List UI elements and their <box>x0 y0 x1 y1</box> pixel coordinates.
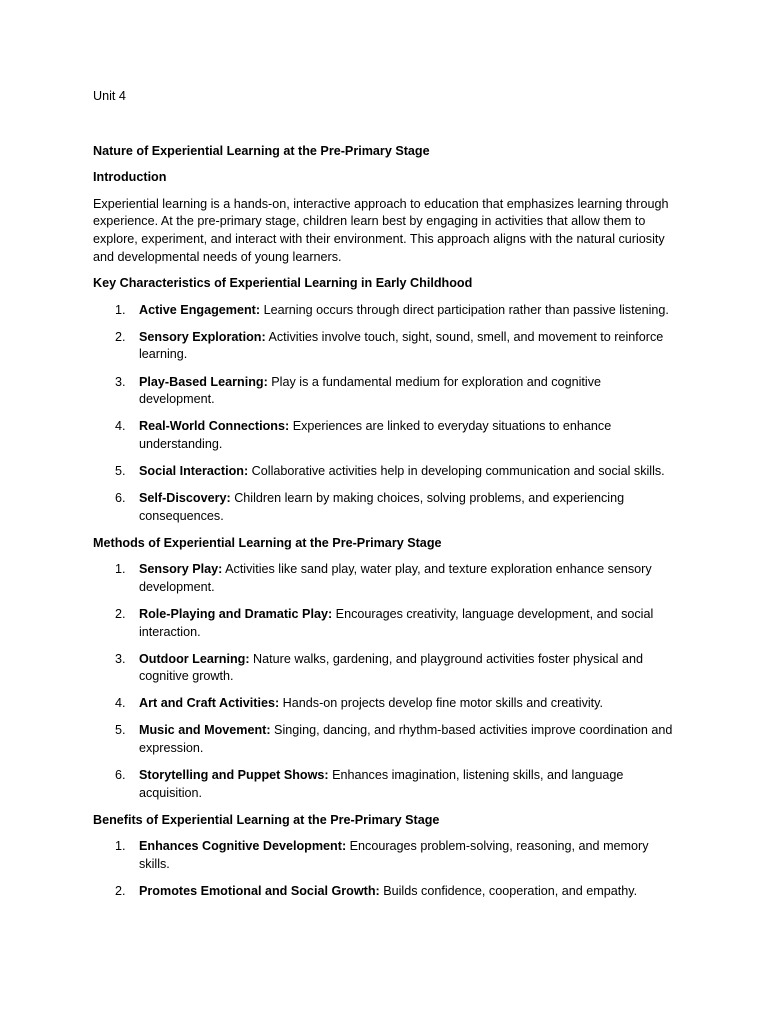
list-term: Enhances Cognitive Development: <box>139 839 347 854</box>
list-item <box>93 418 678 453</box>
list-text: Activities like sand play, water play, and texture exploration enhance sensory development. <box>139 562 652 594</box>
list-text: Learning occurs through direct participation rather than passive listening. <box>260 302 669 317</box>
list-number: 3. <box>115 651 126 666</box>
list-text: Children learn by making choices, solving problems, and experiencing consequences. <box>139 491 625 523</box>
list-text: Singing, dancing, and rhythm-based activities improve coordination and expression. <box>139 723 673 756</box>
list-item <box>93 651 678 686</box>
list-text: Enhances imagination, listening skills, and language acquisition. <box>139 768 624 800</box>
list-number: 2. <box>115 606 126 621</box>
numbered-list <box>93 561 678 802</box>
list-text: Encourages creativity, language development, and social interaction. <box>139 606 654 639</box>
list-term: Self-Discovery: <box>139 491 231 505</box>
intro-paragraph: Experiential learning is a hands-on, interactive approach to education that emphasizes learning through experience. At the pre-primary stage, children learn best by engaging in activities that allow them to explore, experiment, and interact with their environment. This approach aligns with the natural curiosity and developmental needs of young learners. <box>93 196 669 264</box>
numbered-list <box>93 838 678 900</box>
list-number: 6. <box>115 768 126 783</box>
list-item <box>93 490 678 525</box>
list-number: 4. <box>115 696 126 711</box>
list-item <box>93 302 678 320</box>
list-term: Music and Movement: <box>139 723 271 738</box>
list-term: Promotes Emotional and Social Growth: <box>139 884 380 899</box>
list-item <box>93 561 678 596</box>
list-term: Play-Based Learning: <box>139 374 268 389</box>
list-term: Sensory Exploration: <box>139 329 266 344</box>
list-text: Play is a fundamental medium for exploration and cognitive development. <box>139 374 601 407</box>
list-term: Role-Playing and Dramatic Play: <box>139 606 333 621</box>
list-text: Nature walks, gardening, and playground activities foster physical and cognitive growth. <box>139 651 643 684</box>
section-heading: Methods of Experiential Learning at the Pre-Primary Stage <box>93 535 442 550</box>
list-number: 1. <box>115 562 126 577</box>
list-term: Art and Craft Activities: <box>139 696 280 711</box>
list-item <box>93 329 678 364</box>
list-term: Active Engagement: <box>139 302 261 317</box>
list-number: 2. <box>115 329 126 344</box>
document-title: Nature of Experiential Learning at the Pre-Primary Stage <box>93 143 430 158</box>
unit-label: Unit 4 <box>93 89 126 103</box>
section-methods <box>93 535 678 803</box>
list-number: 6. <box>115 491 126 505</box>
list-number: 5. <box>115 463 126 478</box>
list-item <box>93 767 678 802</box>
list-item <box>93 374 678 409</box>
list-term: Storytelling and Puppet Shows: <box>139 768 329 783</box>
list-item <box>93 463 678 481</box>
list-text: Activities involve touch, sight, sound, smell, and movement to reinforce learning. <box>139 329 664 362</box>
list-item <box>93 883 678 901</box>
intro-heading: Introduction <box>93 170 167 185</box>
list-text: Experiences are linked to everyday situations to enhance understanding. <box>139 419 612 451</box>
list-number: 1. <box>115 302 126 317</box>
section-benefits <box>93 812 678 901</box>
section-heading: Benefits of Experiential Learning at the Pre-Primary Stage <box>93 812 440 827</box>
list-item <box>93 606 678 641</box>
section-key-characteristics <box>93 275 678 525</box>
list-term: Sensory Play: <box>139 562 223 577</box>
list-term: Outdoor Learning: <box>139 651 250 666</box>
list-number: 3. <box>115 374 126 389</box>
list-text: Encourages problem-solving, reasoning, and memory skills. <box>139 839 649 871</box>
list-item <box>93 838 678 873</box>
list-term: Real-World Connections: <box>139 419 290 434</box>
list-text: Hands-on projects develop fine motor skills and creativity. <box>279 696 604 711</box>
list-item <box>93 722 678 757</box>
list-number: 5. <box>115 723 126 738</box>
list-number: 1. <box>115 839 126 854</box>
section-heading: Key Characteristics of Experiential Learning in Early Childhood <box>93 276 473 291</box>
list-text: Collaborative activities help in developing communication and social skills. <box>248 463 665 478</box>
list-item <box>93 695 678 713</box>
list-term: Social Interaction: <box>139 463 249 478</box>
list-number: 2. <box>115 884 126 899</box>
list-text: Builds confidence, cooperation, and empathy. <box>379 884 638 899</box>
list-number: 4. <box>115 419 126 434</box>
numbered-list <box>93 302 678 525</box>
